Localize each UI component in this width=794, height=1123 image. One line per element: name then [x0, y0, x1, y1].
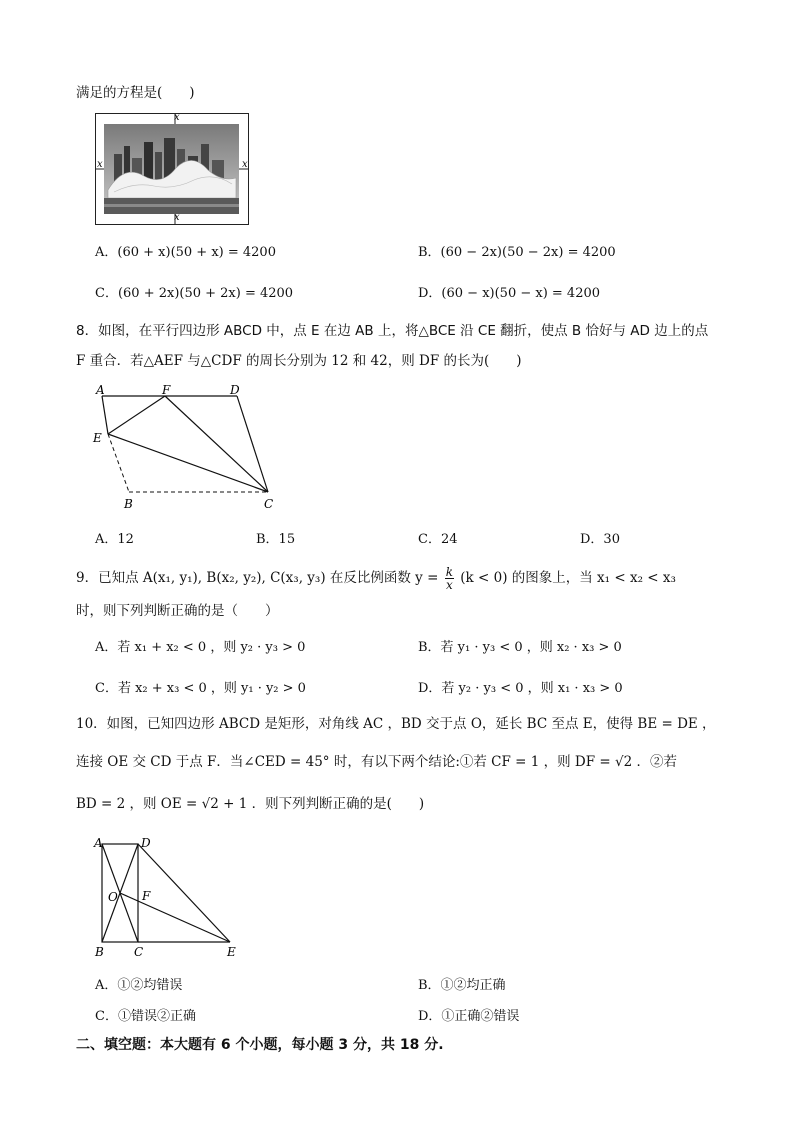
q9-option-a[interactable]: A．若 x₁ + x₂ < 0 ，则 y₂ · y₃ > 0 — [95, 640, 306, 655]
q7-x-left: x — [97, 159, 103, 170]
q10-rectangle-figure — [90, 832, 250, 962]
q10-label-e: E — [227, 945, 236, 959]
q7-option-c[interactable]: C．(60 + 2x)(50 + 2x) = 4200 — [95, 286, 294, 301]
q10-option-b[interactable]: B．①②均正确 — [418, 978, 506, 993]
q7-option-a[interactable]: A．(60 + x)(50 + x) = 4200 — [95, 245, 276, 260]
q10-stem-line3: BD = 2 ，则 OE = √2 + 1 ．则下列判断正确的是( ) — [76, 796, 425, 812]
q8-option-d[interactable]: D．30 — [580, 532, 620, 547]
q8-label-a: A — [96, 384, 105, 397]
q9-stem-part1: 9．已知点 A(x₁, y₁), B(x₂, y₂), C(x₃, y₃) 在反比例函数 y = — [76, 570, 439, 586]
q8-label-f: F — [162, 384, 171, 397]
q9-stem-line2: 时，则下列判断正确的是（ ） — [76, 603, 279, 619]
q8-label-e: E — [93, 431, 102, 445]
section2-title: 二、填空题：本大题有 6 个小题，每小题 3 分，共 18 分. — [76, 1037, 444, 1053]
q9-option-c[interactable]: C．若 x₂ + x₃ < 0 ，则 y₁ · y₂ > 0 — [95, 681, 306, 696]
q8-label-d: D — [230, 384, 240, 397]
q9-fraction — [445, 566, 454, 591]
q8-option-c[interactable]: C．24 — [418, 532, 458, 547]
q10-label-a: A — [94, 836, 103, 850]
q7-option-b[interactable]: B．(60 − 2x)(50 − 2x) = 4200 — [418, 245, 616, 260]
q9-option-d[interactable]: D．若 y₂ · y₃ < 0 ，则 x₁ · x₃ > 0 — [418, 681, 623, 696]
q10-label-o: O — [108, 890, 118, 904]
q10-label-f: F — [142, 889, 151, 903]
q10-option-d[interactable]: D．①正确②错误 — [418, 1009, 520, 1024]
q8-stem-line1: 8．如图，在平行四边形 ABCD 中，点 E 在边 AB 上，将△BCE 沿 CE 翻折，使点 B 恰好与 AD 边上的点 — [76, 323, 709, 339]
q9-frac-den: x — [445, 578, 453, 592]
q9-stem-part2: (k < 0) 的图象上，当 x₁ < x₂ < x₃ — [460, 570, 676, 586]
q8-label-c: C — [264, 497, 274, 511]
q10-option-a[interactable]: A．①②均错误 — [95, 978, 183, 993]
q9-option-b[interactable]: B．若 y₁ · y₃ < 0 ，则 x₂ · x₃ > 0 — [418, 640, 622, 655]
q10-label-d: D — [141, 836, 151, 850]
q8-parallelogram-figure — [90, 384, 290, 514]
q9-frac-num: k — [445, 565, 453, 579]
q8-stem-line2: F 重合．若△AEF 与△CDF 的周长分别为 12 和 42，则 DF 的长为( ) — [76, 353, 522, 369]
q10-stem-line2: 连接 OE 交 CD 于点 F．当∠CED = 45° 时，有以下两个结论:①若 CF = 1 ，则 DF = √2 ．②若 — [76, 754, 677, 770]
q7-x-right: x — [242, 159, 248, 170]
q7-border-markers — [95, 113, 249, 225]
q10-stem-line1: 10．如图，已知四边形 ABCD 是矩形，对角线 AC ，BD 交于点 O，延长 BC 至点 E，使得 BE = DE ， — [76, 716, 716, 732]
q7-x-top: x — [174, 112, 180, 123]
q7-option-d[interactable]: D．(60 − x)(50 − x) = 4200 — [418, 286, 601, 301]
q9-stem-line1 — [76, 566, 676, 591]
q8-option-b[interactable]: B．15 — [256, 532, 296, 547]
q10-label-b: B — [95, 945, 104, 959]
q8-option-a[interactable]: A．12 — [95, 532, 134, 547]
q7-x-bottom: x — [174, 212, 180, 223]
q8-label-b: B — [124, 497, 133, 511]
q7-stem-tail: 满足的方程是( ) — [76, 85, 195, 101]
q10-label-c: C — [134, 945, 144, 959]
q10-option-c[interactable]: C．①错误②正确 — [95, 1009, 196, 1024]
